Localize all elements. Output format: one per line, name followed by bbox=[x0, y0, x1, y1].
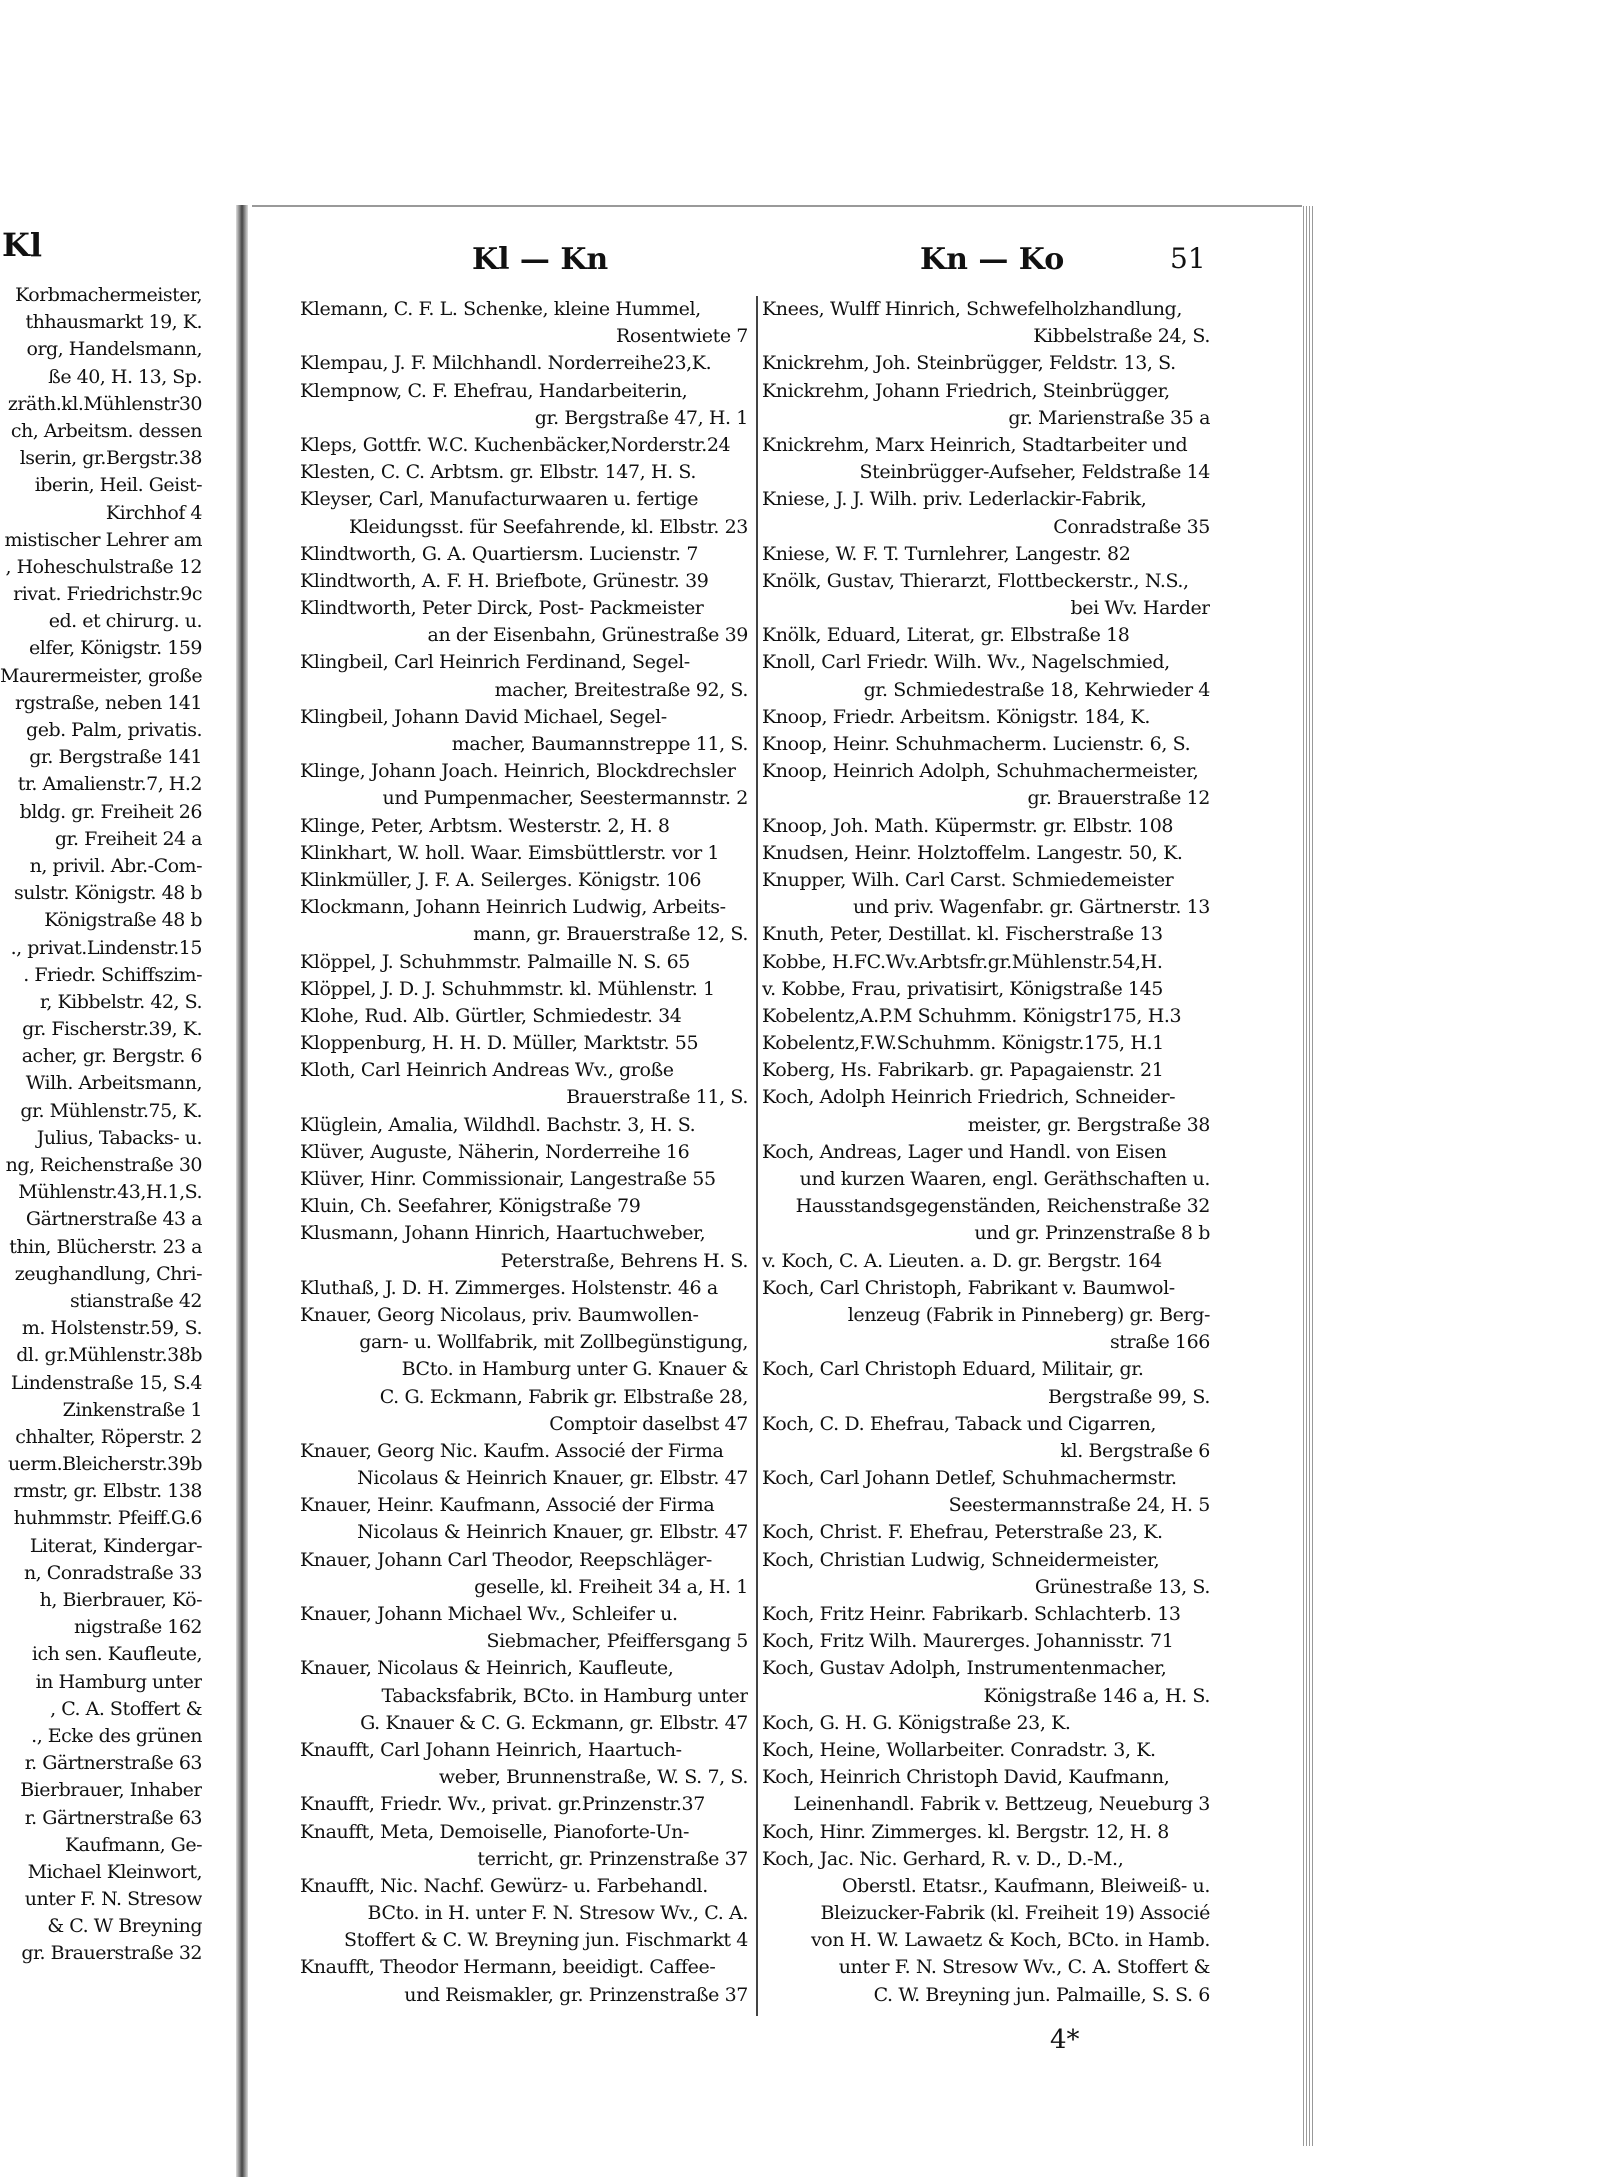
fragment-line: h, Bierbrauer, Kö- bbox=[39, 1589, 202, 1611]
entry-continuation: Conradstraße 35 bbox=[1053, 515, 1210, 538]
directory-entry: v. Kobbe, Frau, privatisirt, Königstraße 145 bbox=[762, 977, 1163, 1000]
fragment-line: gr. Mühlenstr.75, K. bbox=[20, 1099, 202, 1122]
fragment-line: r. Gärtnerstraße 63 bbox=[24, 1752, 202, 1775]
directory-entry: Knickrehm, Joh. Steinbrügger, Feldstr. 13, S. bbox=[762, 352, 1176, 375]
fragment-line: org, Handelsmann, bbox=[26, 338, 202, 361]
directory-entry: Klemann, C. F. L. Schenke, kleine Hummel, bbox=[300, 298, 701, 320]
book-gutter bbox=[236, 205, 248, 2177]
directory-entry: Klinge, Johann Joach. Heinrich, Blockdrechsler bbox=[300, 760, 736, 783]
fragment-line: tr. Amalienstr.7, H.2 bbox=[17, 773, 202, 796]
fragment-line: Zinkenstraße 1 bbox=[62, 1398, 202, 1421]
entry-continuation: macher, Baumannstreppe 11, S. bbox=[451, 733, 748, 755]
fragment-line: ., privat.Lindenstr.15 bbox=[10, 936, 202, 959]
entry-continuation: Peterstraße, Behrens H. S. bbox=[500, 1249, 748, 1272]
directory-entry: Kloppenburg, H. H. D. Müller, Marktstr. 55 bbox=[300, 1032, 699, 1055]
directory-entry: Koch, Gustav Adolph, Instrumentenmacher, bbox=[762, 1657, 1167, 1680]
directory-entry: Koch, Jac. Nic. Gerhard, R. v. D., D.-M., bbox=[762, 1847, 1124, 1870]
fragment-line: Lindenstraße 15, S.4 bbox=[10, 1371, 202, 1394]
directory-entry: v. Koch, C. A. Lieuten. a. D. gr. Bergstr. 164 bbox=[762, 1249, 1162, 1272]
entry-continuation: BCto. in Hamburg unter G. Knauer & bbox=[401, 1358, 748, 1381]
entry-continuation: Bergstraße 99, S. bbox=[1047, 1385, 1210, 1408]
fragment-line: gr. Freiheit 24 a bbox=[54, 827, 202, 850]
entry-continuation: G. Knauer & C. G. Eckmann, gr. Elbstr. 47 bbox=[360, 1711, 748, 1734]
fragment-line: n, Conradstraße 33 bbox=[23, 1561, 202, 1584]
directory-entry: Klöppel, J. Schuhmmstr. Palmaille N. S. 65 bbox=[300, 950, 690, 973]
fragment-line: rgstraße, neben 141 bbox=[15, 691, 202, 714]
directory-entry: Knoop, Heinr. Schuhmacherm. Lucienstr. 6, S. bbox=[762, 733, 1191, 755]
page-edge bbox=[1303, 206, 1313, 2146]
entry-continuation: C. W. Breyning jun. Palmaille, S. S. 6 bbox=[873, 1983, 1210, 2006]
entry-continuation: kl. Bergstraße 6 bbox=[1060, 1439, 1210, 1462]
fragment-line: gr. Fischerstr.39, K. bbox=[22, 1018, 202, 1041]
entry-continuation: unter F. N. Stresow Wv., C. A. Stoffert & bbox=[838, 1956, 1210, 1979]
fragment-line: ich sen. Kaufleute, bbox=[31, 1643, 202, 1666]
entry-continuation: C. G. Eckmann, Fabrik gr. Elbstraße 28, bbox=[379, 1385, 748, 1408]
fragment-line: r. Gärtnerstraße 63 bbox=[24, 1806, 202, 1829]
fragment-line: in Hamburg unter bbox=[35, 1670, 202, 1693]
directory-entry: Klindtworth, Peter Dirck, Post- Packmeister bbox=[300, 597, 704, 620]
directory-entry: Klinkhart, W. holl. Waar. Eimsbüttlerstr. vor 1 bbox=[300, 841, 720, 864]
directory-entry: Klinkmüller, J. F. A. Seilerges. Königstr. 106 bbox=[300, 868, 702, 891]
directory-entry: Koch, Carl Johann Detlef, Schuhmachermstr. bbox=[762, 1467, 1177, 1490]
fragment-line: iberin, Heil. Geist- bbox=[34, 474, 202, 497]
fragment-line: , Hoheschulstraße 12 bbox=[5, 555, 202, 578]
directory-entry: Knauer, Johann Carl Theodor, Reepschläger- bbox=[300, 1548, 712, 1571]
directory-entry: Kleyser, Carl, Manufacturwaaren u. fertige bbox=[300, 488, 699, 511]
directory-entry: Knoop, Heinrich Adolph, Schuhmachermeister, bbox=[762, 760, 1199, 783]
left-page-header: Kl bbox=[2, 226, 42, 264]
fragment-line: Gärtnerstraße 43 a bbox=[25, 1208, 202, 1231]
entry-continuation: Grünestraße 13, S. bbox=[1034, 1575, 1210, 1598]
directory-entry: Knauer, Georg Nic. Kaufm. Associé der Firma bbox=[300, 1439, 724, 1462]
fragment-line: dl. gr.Mühlenstr.38b bbox=[16, 1344, 202, 1367]
page-number: 51 bbox=[1170, 242, 1206, 275]
fragment-line: ße 40, H. 13, Sp. bbox=[48, 365, 202, 388]
directory-entry: Koch, Andreas, Lager und Handl. von Eisen bbox=[762, 1140, 1167, 1163]
fragment-line: thhausmarkt 19, K. bbox=[25, 311, 202, 334]
entry-continuation: mann, gr. Brauerstraße 12, S. bbox=[473, 923, 748, 946]
directory-entry: Klesten, C. C. Arbtsm. gr. Elbstr. 147, H. S. bbox=[300, 461, 696, 484]
directory-entry: Knaufft, Nic. Nachf. Gewürz- u. Farbehandl. bbox=[300, 1874, 708, 1897]
entry-continuation: meister, gr. Bergstraße 38 bbox=[967, 1113, 1210, 1136]
fragment-line: elfer, Königstr. 159 bbox=[29, 637, 202, 660]
entry-continuation: und Pumpenmacher, Seestermannstr. 2 bbox=[382, 787, 748, 810]
entry-continuation: und gr. Prinzenstraße 8 b bbox=[974, 1222, 1210, 1245]
directory-entry: Knoll, Carl Friedr. Wilh. Wv., Nagelschmied, bbox=[762, 651, 1170, 674]
directory-entry: Kniese, W. F. T. Turnlehrer, Langestr. 82 bbox=[762, 542, 1131, 565]
fragment-line: lserin, gr.Bergstr.38 bbox=[19, 447, 202, 470]
directory-entry: Kluthaß, J. D. H. Zimmerges. Holstenstr. 46 a bbox=[300, 1276, 718, 1299]
entry-continuation: bei Wv. Harder bbox=[1070, 597, 1210, 620]
directory-entry: Koch, Fritz Heinr. Fabrikarb. Schlachterb. 13 bbox=[762, 1603, 1181, 1625]
entry-continuation: Kleidungsst. für Seefahrende, kl. Elbstr. 23 bbox=[349, 515, 748, 538]
directory-entry: Knupper, Wilh. Carl Carst. Schmiedemeister bbox=[762, 868, 1174, 891]
entry-continuation: gr. Brauerstraße 12 bbox=[1027, 787, 1210, 810]
directory-entry: Knaufft, Carl Johann Heinrich, Haartuch- bbox=[300, 1738, 682, 1761]
entry-continuation: Hausstandsgegenständen, Reichenstraße 32 bbox=[795, 1195, 1210, 1218]
directory-entry: Klockmann, Johann Heinrich Ludwig, Arbeits- bbox=[300, 896, 726, 919]
fragment-line: ch, Arbeitsm. dessen bbox=[10, 419, 202, 442]
fragment-line: nigstraße 162 bbox=[73, 1616, 202, 1639]
fragment-line: huhmmstr. Pfeiff.G.6 bbox=[13, 1507, 202, 1530]
entry-continuation: von H. W. Lawaetz & Koch, BCto. in Hamb. bbox=[810, 1929, 1210, 1952]
directory-entry: Klüver, Hinr. Commissionair, Langestraße 55 bbox=[300, 1168, 716, 1190]
entry-continuation: macher, Breitestraße 92, S. bbox=[494, 678, 748, 701]
directory-entry: Koch, Carl Christoph, Fabrikant v. Baumwol- bbox=[762, 1276, 1175, 1299]
fragment-line: , C. A. Stoffert & bbox=[50, 1697, 202, 1720]
fragment-line: thin, Blücherstr. 23 a bbox=[9, 1235, 202, 1258]
entry-continuation: Königstraße 146 a, H. S. bbox=[983, 1684, 1210, 1707]
entry-continuation: Tabacksfabrik, BCto. in Hamburg unter bbox=[381, 1684, 748, 1707]
entry-continuation: gr. Bergstraße 47, H. 1 bbox=[534, 406, 748, 429]
directory-entry: Klüglein, Amalia, Wildhdl. Bachstr. 3, H. S. bbox=[300, 1113, 696, 1136]
directory-entry: Klohe, Rud. Alb. Gürtler, Schmiedestr. 34 bbox=[300, 1004, 682, 1027]
directory-entry: Knuth, Peter, Destillat. kl. Fischerstraße 13 bbox=[762, 923, 1163, 946]
entry-continuation: Nicolaus & Heinrich Knauer, gr. Elbstr. 47 bbox=[357, 1467, 748, 1490]
fragment-line: geb. Palm, privatis. bbox=[26, 719, 202, 741]
directory-entry: Koch, Christ. F. Ehefrau, Peterstraße 23, K. bbox=[762, 1521, 1163, 1544]
fragment-line: gr. Bergstraße 141 bbox=[29, 746, 202, 769]
fragment-line: Literat, Kindergar- bbox=[29, 1534, 202, 1557]
fragment-line: Mühlenstr.43,H.1,S. bbox=[18, 1181, 202, 1204]
entry-continuation: Stoffert & C. W. Breyning jun. Fischmarkt 4 bbox=[344, 1929, 748, 1952]
entry-continuation: Steinbrügger-Aufseher, Feldstraße 14 bbox=[859, 461, 1210, 484]
fragment-line: bldg. gr. Freiheit 26 bbox=[19, 800, 202, 823]
entry-continuation: an der Eisenbahn, Grünestraße 39 bbox=[427, 624, 748, 647]
fragment-line: & C. W Breyning bbox=[47, 1915, 202, 1938]
directory-entry: Kleps, Gottfr. W.C. Kuchenbäcker,Norderstr.24 bbox=[300, 433, 731, 456]
fragment-line: unter F. N. Stresow bbox=[24, 1888, 202, 1911]
directory-entry: Koch, G. H. G. Königstraße 23, K. bbox=[762, 1711, 1071, 1734]
directory-entry: Kobelentz,A.P.M Schuhmm. Königstr175, H.3 bbox=[762, 1004, 1182, 1027]
directory-entry: Knölk, Gustav, Thierarzt, Flottbeckerstr., N.S., bbox=[762, 569, 1189, 592]
fragment-line: n, privil. Abr.-Com- bbox=[29, 854, 202, 877]
fragment-line: ., Ecke des grünen bbox=[31, 1724, 202, 1747]
entry-continuation: lenzeug (Fabrik in Pinneberg) gr. Berg- bbox=[847, 1303, 1210, 1326]
fragment-line: Kaufmann, Ge- bbox=[64, 1833, 202, 1856]
entry-continuation: Siebmacher, Pfeiffersgang 5 bbox=[486, 1630, 748, 1653]
directory-entry: Klusmann, Johann Hinrich, Haartuchweber, bbox=[300, 1222, 706, 1245]
fragment-line: stianstraße 42 bbox=[70, 1289, 202, 1312]
fragment-line: Bierbrauer, Inhaber bbox=[20, 1779, 202, 1802]
directory-entry: Knauer, Georg Nicolaus, priv. Baumwollen- bbox=[300, 1303, 699, 1326]
directory-entry: Kluin, Ch. Seefahrer, Königstraße 79 bbox=[300, 1195, 641, 1218]
fragment-line: ng, Reichenstraße 30 bbox=[5, 1154, 202, 1176]
entry-continuation: Brauerstraße 11, S. bbox=[566, 1086, 748, 1109]
entry-continuation: straße 166 bbox=[1109, 1331, 1210, 1354]
directory-entry: Knudsen, Heinr. Holztoffelm. Langestr. 50, K. bbox=[762, 841, 1183, 864]
entry-continuation: Seestermannstraße 24, H. 5 bbox=[948, 1494, 1210, 1517]
fragment-line: rivat. Friedrichstr.9c bbox=[13, 583, 202, 606]
directory-entry: Klingbeil, Carl Heinrich Ferdinand, Segel- bbox=[300, 651, 690, 674]
directory-entry: Koch, C. D. Ehefrau, Taback und Cigarren, bbox=[762, 1412, 1157, 1435]
directory-entry: Knoop, Joh. Math. Küpermstr. gr. Elbstr. 108 bbox=[762, 814, 1174, 837]
directory-entry: Koch, Carl Christoph Eduard, Militair, gr. bbox=[762, 1358, 1144, 1381]
directory-entry: Knauer, Johann Michael Wv., Schleifer u. bbox=[300, 1603, 678, 1625]
directory-entry: Knauer, Nicolaus & Heinrich, Kaufleute, bbox=[300, 1657, 674, 1680]
directory-column-right bbox=[762, 296, 1210, 2009]
directory-entry: Koch, Christian Ludwig, Schneidermeister, bbox=[762, 1548, 1160, 1571]
fragment-line: acher, gr. Bergstr. 6 bbox=[21, 1045, 202, 1068]
column-divider bbox=[756, 296, 758, 2016]
entry-continuation: und Reismakler, gr. Prinzenstraße 37 bbox=[404, 1983, 748, 2006]
directory-entry: Knaufft, Meta, Demoiselle, Pianoforte-Un- bbox=[300, 1820, 689, 1843]
directory-entry: Klingbeil, Johann David Michael, Segel- bbox=[300, 705, 667, 728]
directory-entry: Knölk, Eduard, Literat, gr. Elbstraße 18 bbox=[762, 624, 1130, 647]
directory-entry: Kniese, J. J. Wilh. priv. Lederlackir-Fabrik, bbox=[762, 488, 1147, 511]
fragment-line: mistischer Lehrer am bbox=[4, 528, 202, 551]
fragment-line: zeughandlung, Chri- bbox=[14, 1262, 202, 1285]
entry-continuation: gr. Schmiedestraße 18, Kehrwieder 4 bbox=[863, 678, 1210, 701]
directory-entry: Knaufft, Friedr. Wv., privat. gr.Prinzenstr.37 bbox=[300, 1793, 705, 1816]
fragment-line: . Friedr. Schiffszim- bbox=[23, 963, 202, 986]
directory-entry: Knauer, Heinr. Kaufmann, Associé der Firma bbox=[300, 1494, 715, 1517]
fragment-line: Königstraße 48 b bbox=[44, 909, 202, 932]
fragment-line: Julius, Tabacks- u. bbox=[36, 1126, 202, 1149]
entry-continuation: und kurzen Waaren, engl. Geräthschaften u. bbox=[799, 1168, 1210, 1190]
entry-continuation: Kibbelstraße 24, S. bbox=[1033, 325, 1210, 348]
entry-continuation: gr. Marienstraße 35 a bbox=[1008, 406, 1210, 429]
entry-continuation: Rosentwiete 7 bbox=[615, 325, 748, 348]
directory-entry: Koch, Hinr. Zimmerges. kl. Bergstr. 12, H. 8 bbox=[762, 1820, 1169, 1843]
fragment-line: r, Kibbelstr. 42, S. bbox=[39, 990, 202, 1013]
directory-entry: Klindtworth, A. F. H. Briefbote, Grünestr. 39 bbox=[300, 569, 709, 592]
fragment-line: uerm.Bleicherstr.39b bbox=[8, 1453, 202, 1476]
signature-mark: 4* bbox=[1050, 2025, 1080, 2055]
fragment-line: Maurermeister, große bbox=[0, 664, 202, 687]
fragment-line: rmstr, gr. Elbstr. 138 bbox=[13, 1480, 202, 1503]
fragment-line: Korbmachermeister, bbox=[15, 284, 202, 306]
directory-entry: Klöppel, J. D. J. Schuhmmstr. kl. Mühlenstr. 1 bbox=[300, 977, 715, 1000]
running-head-left: Kl — Kn bbox=[472, 242, 609, 277]
entry-continuation: Leinenhandl. Fabrik v. Bettzeug, Neueburg 3 bbox=[793, 1793, 1210, 1816]
running-head-right: Kn — Ko bbox=[920, 242, 1065, 277]
fragment-line: chhalter, Röperstr. 2 bbox=[15, 1425, 202, 1448]
directory-entry: Koch, Fritz Wilh. Maurerges. Johannisstr. 71 bbox=[762, 1630, 1174, 1653]
directory-entry: Kobelentz,F.W.Schuhmm. Königstr.175, H.1 bbox=[762, 1032, 1164, 1055]
directory-entry: Koch, Heinrich Christoph David, Kaufmann, bbox=[762, 1766, 1170, 1789]
entry-continuation: Oberstl. Etatsr., Kaufmann, Bleiweiß- u. bbox=[842, 1874, 1210, 1897]
directory-entry: Knoop, Friedr. Arbeitsm. Königstr. 184, K. bbox=[762, 705, 1150, 728]
directory-entry: Knickrehm, Marx Heinrich, Stadtarbeiter und bbox=[762, 433, 1188, 456]
directory-entry: Koch, Heine, Wollarbeiter. Conradstr. 3, K. bbox=[762, 1738, 1156, 1761]
directory-entry: Kloth, Carl Heinrich Andreas Wv., große bbox=[300, 1059, 674, 1082]
directory-entry: Klempnow, C. F. Ehefrau, Handarbeiterin, bbox=[300, 379, 688, 402]
entry-continuation: geselle, kl. Freiheit 34 a, H. 1 bbox=[474, 1575, 748, 1598]
entry-continuation: Nicolaus & Heinrich Knauer, gr. Elbstr. 47 bbox=[357, 1521, 748, 1544]
directory-entry: Knees, Wulff Hinrich, Schwefelholzhandlung, bbox=[762, 298, 1182, 320]
directory-entry: Klinge, Peter, Arbtsm. Westerstr. 2, H. 8 bbox=[300, 814, 670, 837]
fragment-line: gr. Brauerstraße 32 bbox=[21, 1942, 202, 1965]
entry-continuation: Comptoir daselbst 47 bbox=[549, 1412, 748, 1435]
directory-entry: Kobbe, H.FC.Wv.Arbtsfr.gr.Mühlenstr.54,H. bbox=[762, 950, 1163, 973]
entry-continuation: Bleizucker-Fabrik (kl. Freiheit 19) Associé bbox=[820, 1902, 1210, 1925]
entry-continuation: und priv. Wagenfabr. gr. Gärtnerstr. 13 bbox=[852, 896, 1210, 919]
fragment-line: m. Holstenstr.59, S. bbox=[21, 1317, 202, 1340]
entry-continuation: terricht, gr. Prinzenstraße 37 bbox=[477, 1847, 748, 1870]
entry-continuation: BCto. in H. unter F. N. Stresow Wv., C. A. bbox=[367, 1902, 748, 1925]
fragment-line: Michael Kleinwort, bbox=[27, 1860, 202, 1883]
fragment-line: ed. et chirurg. u. bbox=[48, 610, 202, 633]
directory-entry: Koch, Adolph Heinrich Friedrich, Schneider- bbox=[762, 1086, 1176, 1109]
directory-entry: Klüver, Auguste, Näherin, Norderreihe 16 bbox=[300, 1140, 690, 1163]
directory-entry: Knaufft, Theodor Hermann, beeidigt. Caffee- bbox=[300, 1956, 716, 1979]
directory-column-left bbox=[300, 296, 748, 2009]
directory-entry: Klindtworth, G. A. Quartiersm. Lucienstr. 7 bbox=[300, 542, 699, 565]
left-page-lines bbox=[0, 282, 202, 1968]
directory-entry: Knickrehm, Johann Friedrich, Steinbrügger, bbox=[762, 379, 1170, 402]
directory-entry: Klempau, J. F. Milchhandl. Norderreihe23,K. bbox=[300, 352, 712, 375]
fragment-line: zräth.kl.Mühlenstr30 bbox=[7, 392, 202, 415]
fragment-line: Wilh. Arbeitsmann, bbox=[25, 1072, 202, 1095]
entry-continuation: garn- u. Wollfabrik, mit Zollbegünstigung, bbox=[359, 1331, 748, 1354]
entry-continuation: weber, Brunnenstraße, W. S. 7, S. bbox=[438, 1766, 748, 1789]
directory-entry: Koberg, Hs. Fabrikarb. gr. Papagaienstr. 21 bbox=[762, 1059, 1164, 1082]
fragment-line: sulstr. Königstr. 48 b bbox=[14, 882, 202, 905]
fragment-line: Kirchhof 4 bbox=[105, 501, 202, 524]
